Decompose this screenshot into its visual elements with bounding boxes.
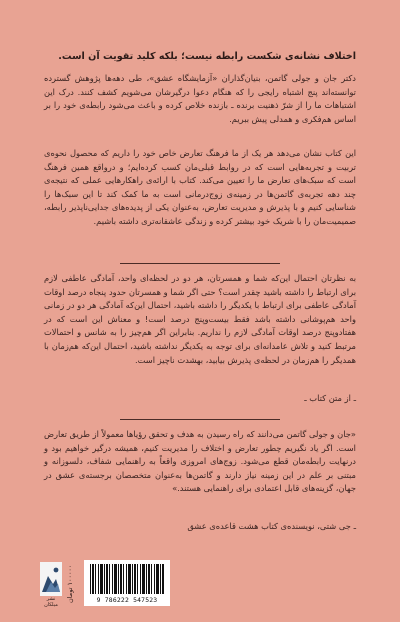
paragraph-1: دکتر جان و جولی گاتمن، بنیان‌گذاران «آزمایشگاه عشق»، طی دهه‌ها پژوهش گسترده توانسته‌اند پنج اشتباه رایجی را که هنگام دعوا درگیرشان می‌شویم کشف کنند. درک این اشتباهات ما را از شرّ ذهنیت برنده ـ بازنده خلاص کرده و باعث می‌شود رابطه‌ی خود را بر اساس هم‌فکری و همدلی پیش ببریم.	[44, 73, 356, 124]
divider-line	[120, 419, 280, 420]
endorsement-author: ـ جی شتی، نویسنده‌ی کتاب هشت قاعده‌ی عشق	[187, 521, 356, 531]
isbn-barcode	[84, 560, 170, 606]
price-label: ۱۰۰۰۰۰ تومان	[66, 564, 74, 604]
endorsement-quote	[44, 428, 356, 496]
mountain-logo-icon	[40, 562, 62, 596]
publisher-logo	[40, 562, 62, 606]
paragraph-2: این کتاب نشان می‌دهد هر یک از ما فرهنگ تعارض خاص خود را داریم که محصول نحوه‌ی تربیت و تجربه‌هایی است که در روابط قبلی‌مان کسب کرده‌ایم؛ و درواقع همین فرهنگ است که سبک‌های تعارض ما را تعیین می‌کند. کتاب با ارائه‌ی راهکارهایی عملی که نتیجه‌ی چند دهه تجربه‌ی گاتمن‌ها در زمینه‌ی زوج‌درمانی است به ما کمک کند تا این سبک‌ها را شناسایی کنیم و با پذیرش و مدیریت تعارض، به‌عنوان یکی از پدیده‌های جدایی‌ناپذیر رابطه، صمیمیت‌مان را با شریک خود بیشتر کرده و زندگی عاشقانه‌تری داشته باشیم.	[44, 148, 356, 226]
divider-line	[120, 263, 280, 264]
barcode-number: 9 786222 547523	[96, 596, 158, 604]
headline: اختلاف نشانه‌ی شکست رابطه نیست؛ بلکه کلید تقویت آن است.	[58, 51, 356, 62]
paragraph-4: «جان و جولی گاتمن می‌دانند که راه رسیدن به هدف و تحقق رؤیاها معمولاً از طریق تعارض است. اگر یاد نگیریم چطور تعارض و اختلاف را مدیریت کنیم، همیشه درگیر خواهیم بود و درنهایت رابطه‌مان قطع می‌شود. زوج‌های امروزی واقعاً به راهنمایی شفاف، دلسوزانه و مبتنی بر علم در این زمینه نیاز دارند و گاتمن‌ها به‌عنوان متخصصان برجسته‌ی عشق در جهان، گزینه‌های قابل اعتمادی برای راهنمایی هستند.»	[44, 429, 356, 494]
excerpt-paragraph	[44, 272, 356, 367]
publisher-name: نشر میلکان	[44, 596, 58, 608]
paragraph-3: به نظرتان احتمال این‌که شما و همسرتان، هر دو در لحظه‌ای واحد، آمادگی عاطفی لازم برای ارتباط را داشته باشید چقدر است؟ حتی اگر شما و همسرتان حدود پنجاه درصد اوقات آمادگی عاطفی برای ارتباط با یکدیگر را داشته باشید، احتمال این‌که آمادگی هر دو در زمانی واحد هم‌پوشانی داشته باشد فقط بیست‌وپنج درصد است! و معناش این است که در هفتادوپنج درصد اوقات آمادگی لازم را نداریم. بنابراین اگر هم‌چیز را به شانس و احتمالات مرتبط کنید و تلاش عامدانه‌ای برای توجه به یکدیگر نداشته باشید، احتمال این‌که هم‌زمان با همدیگر را هم‌زمان در لحظه‌ی پذیرش بیابید، بهشدت ناچیز است.	[44, 273, 356, 365]
intro-paragraph	[44, 72, 356, 126]
source-note: ـ از متن کتاب ـ	[304, 393, 356, 403]
conflict-culture-paragraph	[44, 147, 356, 229]
barcode-bars	[90, 564, 164, 594]
